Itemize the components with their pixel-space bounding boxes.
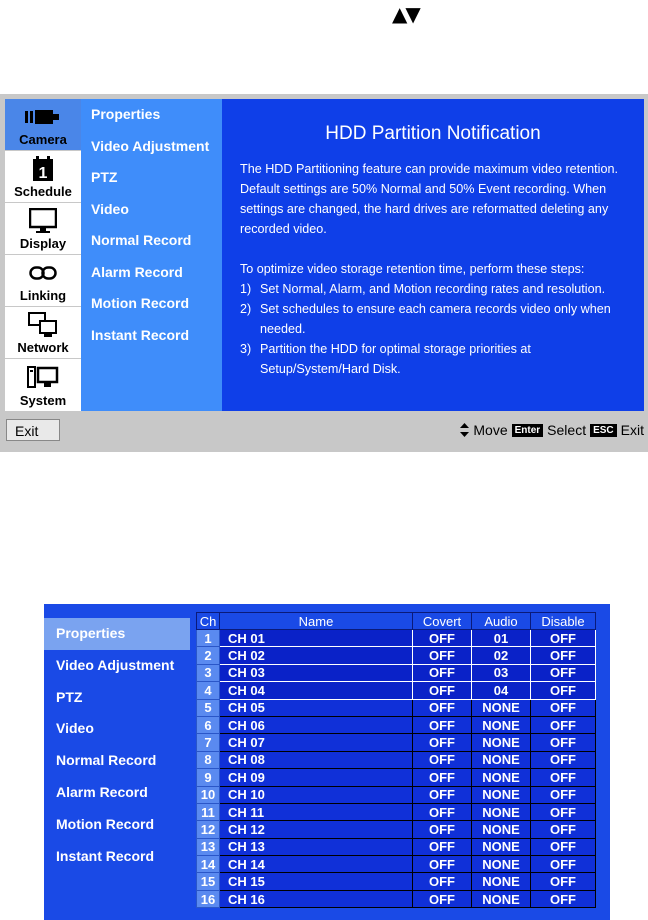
enter-key: Enter — [512, 424, 544, 437]
hdd-notification-screen — [0, 94, 648, 452]
select-hint: Select — [547, 422, 587, 438]
cell-ch: 14 — [197, 856, 220, 873]
menu-instant-record[interactable]: Instant Record — [56, 847, 155, 864]
nav-label: Network — [17, 340, 69, 355]
cell-covert[interactable]: OFF — [413, 873, 472, 890]
cell-disable[interactable]: OFF — [531, 647, 596, 664]
exit-button[interactable]: Exit — [6, 419, 60, 441]
notification-panel — [222, 99, 644, 411]
col-name: Name — [220, 613, 413, 630]
step-item — [240, 299, 638, 339]
cell-ch: 6 — [197, 716, 220, 733]
table-row[interactable] — [197, 803, 596, 820]
table-row[interactable] — [197, 838, 596, 855]
camera-properties-screen — [44, 604, 610, 920]
nav-label: Linking — [19, 288, 67, 303]
cell-disable[interactable]: OFF — [531, 734, 596, 751]
menu-properties[interactable]: Properties — [44, 618, 190, 650]
cell-disable[interactable]: OFF — [531, 821, 596, 838]
cell-covert[interactable]: OFF — [413, 821, 472, 838]
cell-covert[interactable]: OFF — [413, 856, 472, 873]
move-hint: Move — [473, 422, 508, 438]
cell-disable[interactable]: OFF — [531, 803, 596, 820]
table-row[interactable] — [197, 890, 596, 907]
nav-display[interactable] — [5, 203, 81, 255]
table-row[interactable] — [197, 751, 596, 768]
category-sidebar — [5, 99, 81, 411]
cell-audio[interactable]: NONE — [472, 769, 531, 786]
cell-disable[interactable]: OFF — [531, 769, 596, 786]
cell-name[interactable]: CH 09 — [220, 769, 413, 786]
cell-name[interactable]: CH 14 — [220, 856, 413, 873]
menu-normal-record[interactable]: Normal Record — [91, 232, 192, 248]
nav-camera[interactable] — [5, 99, 81, 151]
cell-audio[interactable]: 03 — [472, 664, 531, 681]
table-row[interactable] — [197, 856, 596, 873]
cell-audio[interactable]: 02 — [472, 647, 531, 664]
cell-name[interactable]: CH 01 — [220, 630, 413, 647]
cell-audio[interactable]: NONE — [472, 751, 531, 768]
cell-disable[interactable]: OFF — [531, 786, 596, 803]
step-number: 2) — [240, 302, 252, 316]
cell-name[interactable]: CH 03 — [220, 664, 413, 681]
table-row[interactable] — [197, 699, 596, 716]
table-row[interactable] — [197, 786, 596, 803]
cell-name[interactable]: CH 08 — [220, 751, 413, 768]
table-row[interactable] — [197, 734, 596, 751]
cell-covert[interactable]: OFF — [413, 769, 472, 786]
col-ch: Ch — [197, 613, 220, 630]
cell-disable[interactable]: OFF — [531, 873, 596, 890]
notification-title: HDD Partition Notification — [325, 123, 541, 144]
notification-paragraph: The HDD Partitioning feature can provide maximum video retention. Default settings are 50% Normal and 50% Event recording. When settings are changed, the hard drives are reformatted deleting any recorded video. — [240, 162, 618, 236]
table-row[interactable] — [197, 664, 596, 681]
cell-audio[interactable]: NONE — [472, 873, 531, 890]
step-text: Partition the HDD for optimal storage priorities at Setup/System/Hard Disk. — [260, 342, 531, 376]
menu-ptz[interactable]: PTZ — [56, 688, 83, 705]
step-number: 3) — [240, 342, 252, 356]
step-item — [240, 339, 638, 379]
cell-ch: 12 — [197, 821, 220, 838]
nav-label: Schedule — [14, 184, 72, 199]
menu-video[interactable]: Video — [56, 720, 94, 737]
cell-covert[interactable]: OFF — [413, 630, 472, 647]
cell-name[interactable]: CH 04 — [220, 682, 413, 699]
cell-ch: 13 — [197, 838, 220, 855]
cell-covert[interactable]: OFF — [413, 734, 472, 751]
steps-intro: To optimize video storage retention time, perform these steps: — [240, 262, 585, 276]
cell-name[interactable]: CH 05 — [220, 699, 413, 716]
cell-ch: 1 — [197, 630, 220, 647]
step-text: Set Normal, Alarm, and Motion recording rates and resolution. — [260, 282, 606, 296]
monitor-icon — [29, 208, 57, 234]
menu-motion-record[interactable]: Motion Record — [56, 815, 154, 832]
cell-ch: 3 — [197, 664, 220, 681]
table-row[interactable] — [197, 682, 596, 699]
menu-alarm-record[interactable]: Alarm Record — [91, 263, 183, 280]
step-number: 1) — [240, 282, 252, 296]
cell-ch: 15 — [197, 873, 220, 890]
cell-ch: 5 — [197, 699, 220, 716]
footer-bar — [0, 416, 648, 446]
cell-disable[interactable]: OFF — [531, 890, 596, 907]
cell-name[interactable]: CH 02 — [220, 647, 413, 664]
cell-ch: 9 — [197, 769, 220, 786]
menu-ptz[interactable]: PTZ — [91, 169, 118, 185]
cell-audio[interactable]: NONE — [472, 890, 531, 907]
system-icon — [27, 365, 59, 391]
exit-hint: Exit — [620, 422, 644, 438]
network-icon — [28, 312, 58, 338]
menu-video[interactable]: Video — [91, 200, 129, 217]
cell-ch: 7 — [197, 734, 220, 751]
cell-name[interactable]: CH 12 — [220, 821, 413, 838]
cell-disable[interactable]: OFF — [531, 716, 596, 733]
menu-alarm-record[interactable]: Alarm Record — [56, 783, 148, 800]
cell-covert[interactable]: OFF — [413, 751, 472, 768]
nav-network[interactable] — [5, 307, 81, 359]
table-row[interactable] — [197, 821, 596, 838]
nav-label: Display — [19, 236, 67, 251]
cell-ch: 8 — [197, 751, 220, 768]
menu-video-adjustment[interactable]: Video Adjustment — [56, 656, 175, 673]
cell-disable[interactable]: OFF — [531, 751, 596, 768]
steps-list — [240, 279, 638, 379]
table-row[interactable] — [197, 769, 596, 786]
link-icon — [29, 260, 57, 286]
col-audio: Audio — [472, 613, 531, 630]
table-row[interactable] — [197, 873, 596, 890]
cell-name[interactable]: CH 07 — [220, 734, 413, 751]
cell-covert[interactable]: OFF — [413, 716, 472, 733]
cell-covert[interactable]: OFF — [413, 890, 472, 907]
table-row[interactable] — [197, 716, 596, 733]
col-disable: Disable — [531, 613, 596, 630]
calendar-icon — [32, 156, 54, 182]
nav-linking[interactable] — [5, 255, 81, 307]
cell-disable[interactable]: OFF — [531, 682, 596, 699]
cell-covert[interactable]: OFF — [413, 786, 472, 803]
cell-name[interactable]: CH 06 — [220, 716, 413, 733]
cell-audio[interactable]: NONE — [472, 856, 531, 873]
cell-covert[interactable]: OFF — [413, 838, 472, 855]
cell-audio[interactable]: NONE — [472, 803, 531, 820]
cell-covert[interactable]: OFF — [413, 664, 472, 681]
notification-body — [240, 159, 638, 379]
nav-system[interactable] — [5, 359, 81, 411]
up-down-icon — [460, 423, 469, 437]
menu-motion-record[interactable]: Motion Record — [91, 295, 189, 311]
up-down-arrows-icon: ▲▼ — [392, 2, 419, 26]
table-header-row — [197, 613, 596, 630]
cell-name[interactable]: CH 10 — [220, 786, 413, 803]
cell-name[interactable]: CH 15 — [220, 873, 413, 890]
nav-label: Camera — [19, 132, 67, 147]
cell-disable[interactable]: OFF — [531, 664, 596, 681]
cell-covert[interactable]: OFF — [413, 803, 472, 820]
table-row[interactable] — [197, 630, 596, 647]
key-help — [460, 422, 644, 438]
col-covert: Covert — [413, 613, 472, 630]
menu-instant-record[interactable]: Instant Record — [91, 326, 190, 343]
camera-icon — [25, 104, 61, 130]
cell-covert[interactable]: OFF — [413, 699, 472, 716]
cell-ch: 2 — [197, 647, 220, 664]
menu-normal-record[interactable]: Normal Record — [56, 752, 157, 769]
cell-audio[interactable]: NONE — [472, 838, 531, 855]
cell-audio[interactable]: NONE — [472, 716, 531, 733]
cell-audio[interactable]: NONE — [472, 821, 531, 838]
cell-disable[interactable]: OFF — [531, 856, 596, 873]
cell-disable[interactable]: OFF — [531, 630, 596, 647]
camera-submenu — [81, 99, 222, 411]
cell-name[interactable]: CH 16 — [220, 890, 413, 907]
cell-disable[interactable]: OFF — [531, 699, 596, 716]
cell-ch: 4 — [197, 682, 220, 699]
esc-key: ESC — [590, 424, 617, 437]
camera-properties-table — [196, 612, 596, 908]
cell-audio[interactable]: NONE — [472, 786, 531, 803]
menu-properties[interactable]: Properties — [91, 106, 161, 122]
cell-disable[interactable]: OFF — [531, 838, 596, 855]
cell-covert[interactable]: OFF — [413, 647, 472, 664]
cell-audio[interactable]: NONE — [472, 734, 531, 751]
cell-audio[interactable]: 01 — [472, 630, 531, 647]
cell-ch: 16 — [197, 890, 220, 907]
cell-audio[interactable]: 04 — [472, 682, 531, 699]
menu-video-adjustment[interactable]: Video Adjustment — [91, 137, 210, 154]
cell-name[interactable]: CH 11 — [220, 803, 413, 820]
cell-ch: 10 — [197, 786, 220, 803]
cell-name[interactable]: CH 13 — [220, 838, 413, 855]
step-item — [240, 279, 638, 299]
svg-text:1: 1 — [38, 165, 48, 182]
table-row[interactable] — [197, 647, 596, 664]
camera-submenu — [44, 618, 190, 872]
cell-ch: 11 — [197, 803, 220, 820]
cell-covert[interactable]: OFF — [413, 682, 472, 699]
step-text: Set schedules to ensure each camera records video only when needed. — [260, 302, 611, 336]
nav-label: System — [19, 393, 67, 408]
nav-schedule[interactable] — [5, 151, 81, 203]
cell-audio[interactable]: NONE — [472, 699, 531, 716]
